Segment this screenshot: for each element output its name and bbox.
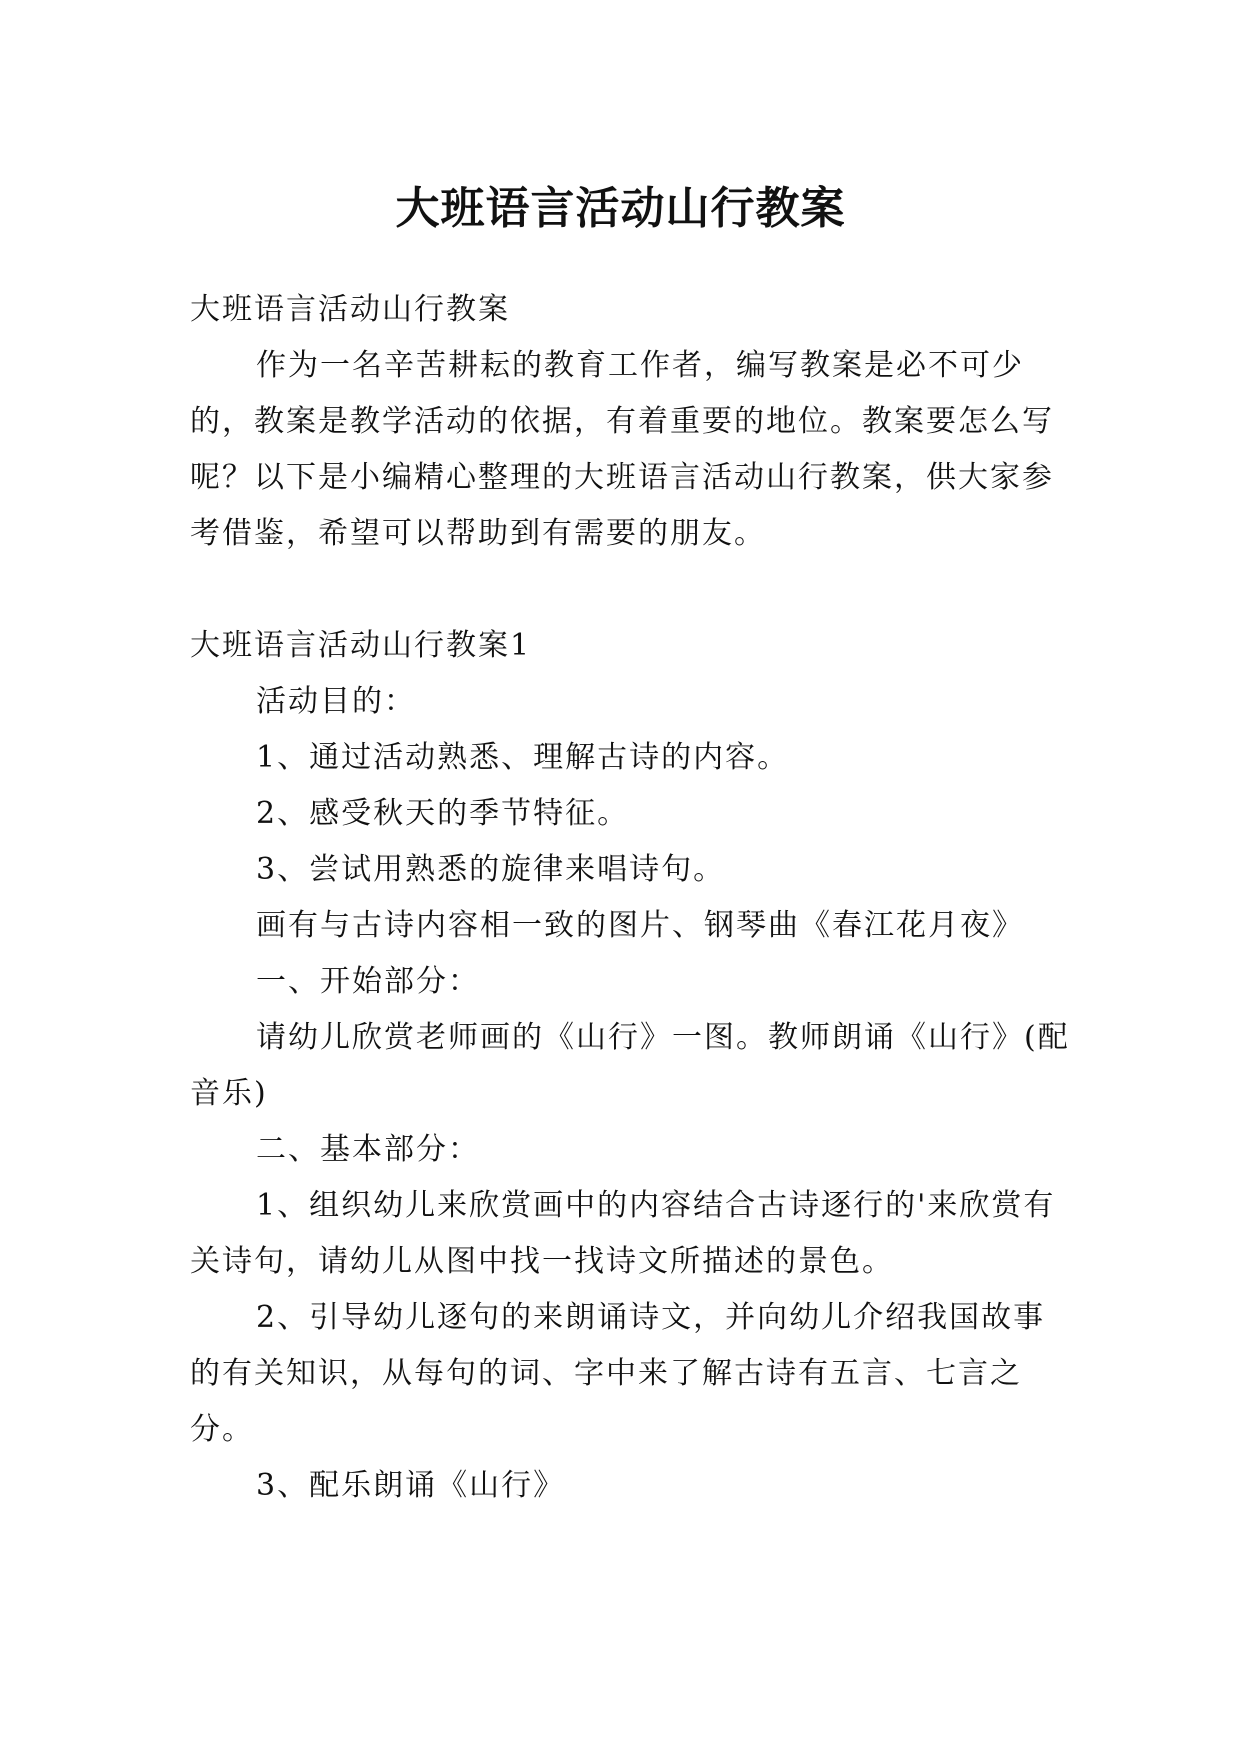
materials-line: 画有与古诗内容相一致的图片、钢琴曲《春江花月夜》 — [256, 908, 1024, 943]
section-heading: 大班语言活动山行教案1 — [190, 628, 532, 663]
step-item-1: 1、组织幼儿来欣赏画中的内容结合古诗逐行的'来欣赏有关诗句，请幼儿从图中找一找诗文所描述的景色。 — [190, 1188, 1056, 1279]
part-one-heading: 一、开始部分： — [256, 964, 480, 999]
intro-heading: 大班语言活动山行教案 — [190, 292, 510, 327]
document-body — [190, 282, 1070, 1514]
step-item-3: 3、配乐朗诵《山行》 — [256, 1468, 566, 1503]
document-title: 大班语言活动山行教案 — [395, 183, 846, 235]
goal-item-3: 3、尝试用熟悉的旋律来唱诗句。 — [256, 852, 726, 887]
goal-item-1: 1、通过活动熟悉、理解古诗的内容。 — [256, 740, 790, 775]
goal-item-2: 2、感受秋天的季节特征。 — [256, 796, 630, 831]
goals-label: 活动目的： — [256, 684, 416, 719]
part-two-heading: 二、基本部分： — [256, 1132, 480, 1167]
part-one-paragraph: 请幼儿欣赏老师画的《山行》一图。教师朗诵《山行》(配音乐) — [190, 1020, 1070, 1111]
step-item-2: 2、引导幼儿逐句的来朗诵诗文，并向幼儿介绍我国故事的有关知识，从每句的词、字中来了解古诗有五言、七言之分。 — [190, 1300, 1046, 1447]
intro-paragraph: 作为一名辛苦耕耘的教育工作者，编写教案是必不可少的，教案是教学活动的依据，有着重要的地位。教案要怎么写呢？以下是小编精心整理的大班语言活动山行教案，供大家参考借鉴，希望可以帮助到有需要的朋友。 — [190, 348, 1054, 551]
